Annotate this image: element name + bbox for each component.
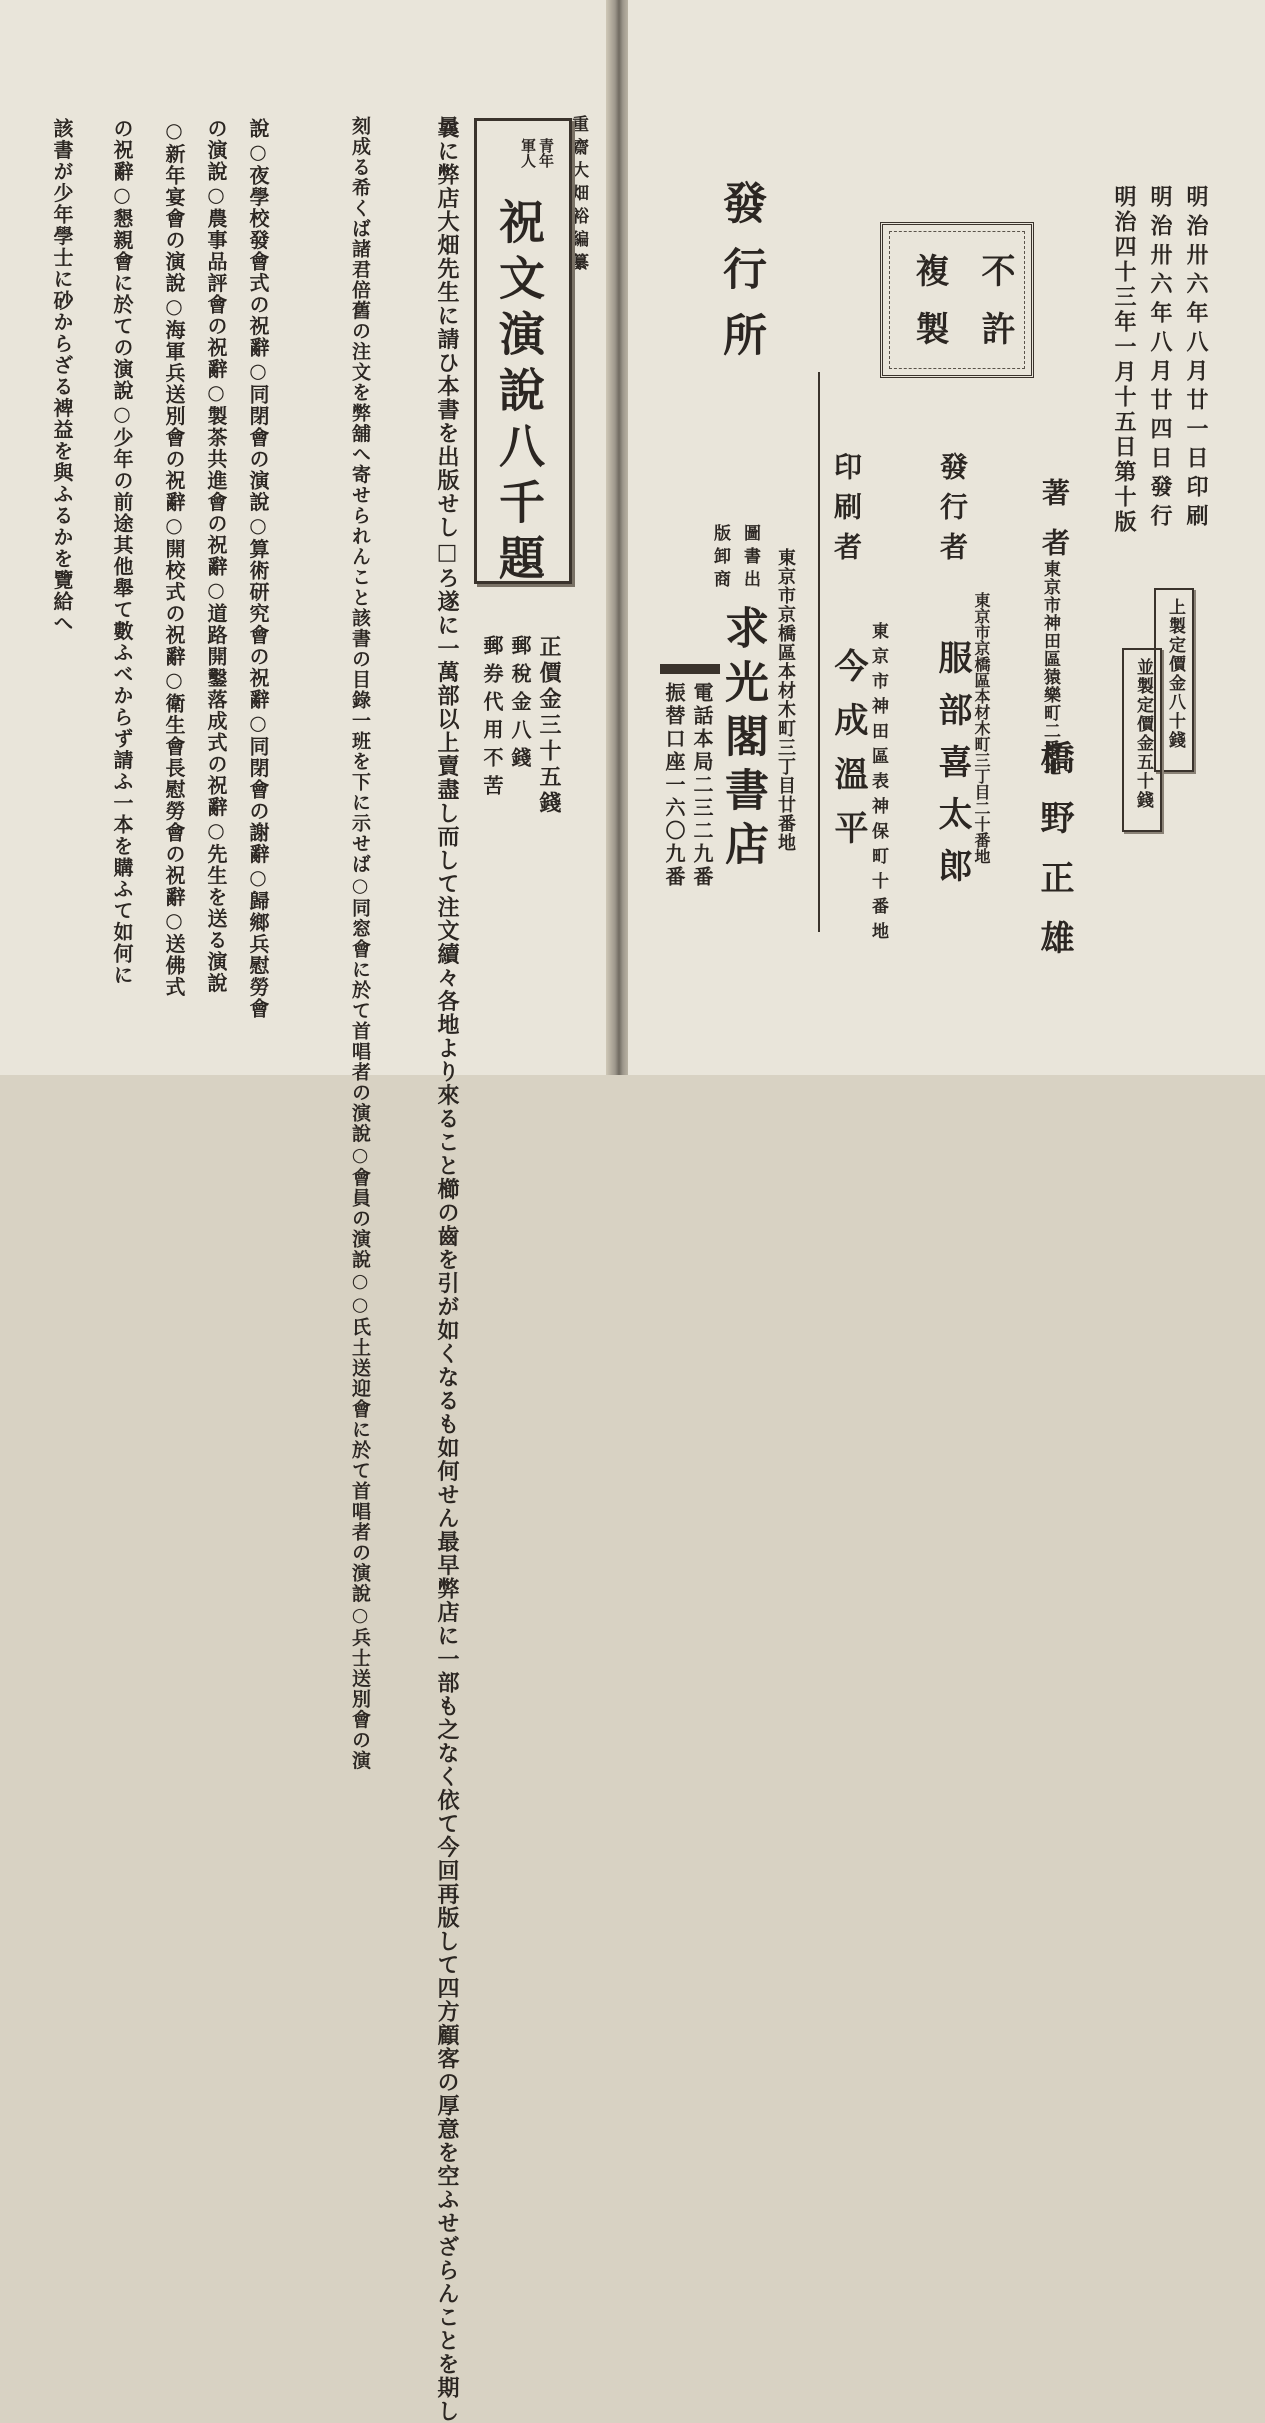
copyright-stamp: [880, 222, 1034, 378]
standard-price-box: [1122, 648, 1162, 832]
title-prefix-soldier: 軍人: [519, 138, 537, 168]
list-price: 正價金三十五錢: [536, 635, 562, 817]
office-address: 東京市京橋區本材木町三丁目廿番地: [775, 548, 796, 852]
contact-box: [660, 664, 720, 944]
publisher-label: 發行者: [936, 452, 969, 572]
author-address: 東京市神田區猿樂町二番地: [1040, 560, 1060, 776]
stamp-char-3: 複: [909, 253, 949, 287]
body-column-5: ○新年宴會の演說○海軍兵送別會の祝辭○開校式の祝辭○衛生會長慰勞會の祝辭○送佛式: [162, 118, 186, 998]
publisher-name: 服部喜太郎: [932, 640, 972, 900]
printer-address: 東京市神田區表神保町十番地: [868, 622, 888, 947]
issue-date: 明治卅六年八月廿四日發行: [1147, 185, 1173, 533]
body-column-6: の祝辭○懇親會に於ての演說○少年の前途其他舉て數ふべからず請ふ一本を購ふて如何に: [110, 118, 134, 986]
publisher-address: 東京市京橋區本材木町三丁目二十番地: [972, 592, 991, 864]
deluxe-price: 上製定價金八十錢: [1165, 598, 1185, 750]
printer-label: 印刷者: [830, 452, 863, 572]
stamp-payment-note: 郵券代用不苦: [480, 635, 504, 803]
stamp-char-1: 不: [975, 253, 1015, 307]
printer-name: 今成溫平: [828, 648, 868, 864]
price-block: [478, 635, 568, 855]
body-column-1: 曩に弊店大畑先生に請ひ本書を出版せし□ろ遂に一萬部以上賣盡し而して注文續々各地より來ること櫛の齒を引が如くなるも如何せん最早弊店に一部も之なく依て今回再版して四方顧客の厚意を空ふせざらんことを期し: [434, 116, 460, 2423]
title-prefix-youth: 青年: [537, 138, 555, 168]
dealer-label-1: 圖書出: [740, 524, 760, 593]
postage: 郵稅金八錢: [508, 635, 532, 775]
author-name: 橋野正雄: [1034, 740, 1074, 980]
body-column-3: 說○夜學校發會式の祝辭○同閉會の演說○算術研究會の祝辭○同閉會の謝辭○歸鄉兵慰勞會: [246, 118, 270, 1020]
standard-price: 並製定價金五十錢: [1133, 658, 1153, 810]
divider-line: [818, 372, 820, 932]
compiler-credit: 重齋大畑裕編纂: [568, 115, 588, 276]
book-title: 祝文演說八千題: [492, 198, 546, 590]
tenth-edition-date: 明治四十三年一月十五日第十版: [1111, 185, 1137, 535]
stamp-char-4: 製: [909, 311, 949, 345]
publishing-office-label: 發行所: [715, 180, 766, 378]
office-name: 求光閣書店: [717, 605, 768, 875]
body-column-7: 該書が少年學士に砂からざる裨益を與ふるかを覽給へ: [50, 118, 74, 634]
body-column-2: 刻成る希くば諸君倍舊の注文を弊舖へ寄せられんこと該書の目錄一班を下に示せば○同窓會に於て首唱者の演說○會員の演說○○氏土送迎會に於て首唱者の演說○兵士送別會の演: [349, 116, 371, 1771]
body-column-4: の演說○農事品評會の祝辭○製茶共進會の祝辭○道路開鑿落成式の祝辭○先生を送る演說: [204, 118, 228, 994]
transfer-account: 振替口座一六〇九番: [662, 682, 686, 889]
author-label: 著者: [1038, 478, 1071, 578]
phone-number: 電話本局二三二九番: [690, 682, 714, 889]
edition-dates: [1105, 185, 1215, 605]
print-date: 明治卅六年八月廿一日印刷: [1183, 185, 1209, 533]
left-page: [0, 0, 612, 2423]
dealer-label-2: 版卸商: [710, 524, 730, 593]
stamp-char-2: 許: [975, 311, 1015, 345]
